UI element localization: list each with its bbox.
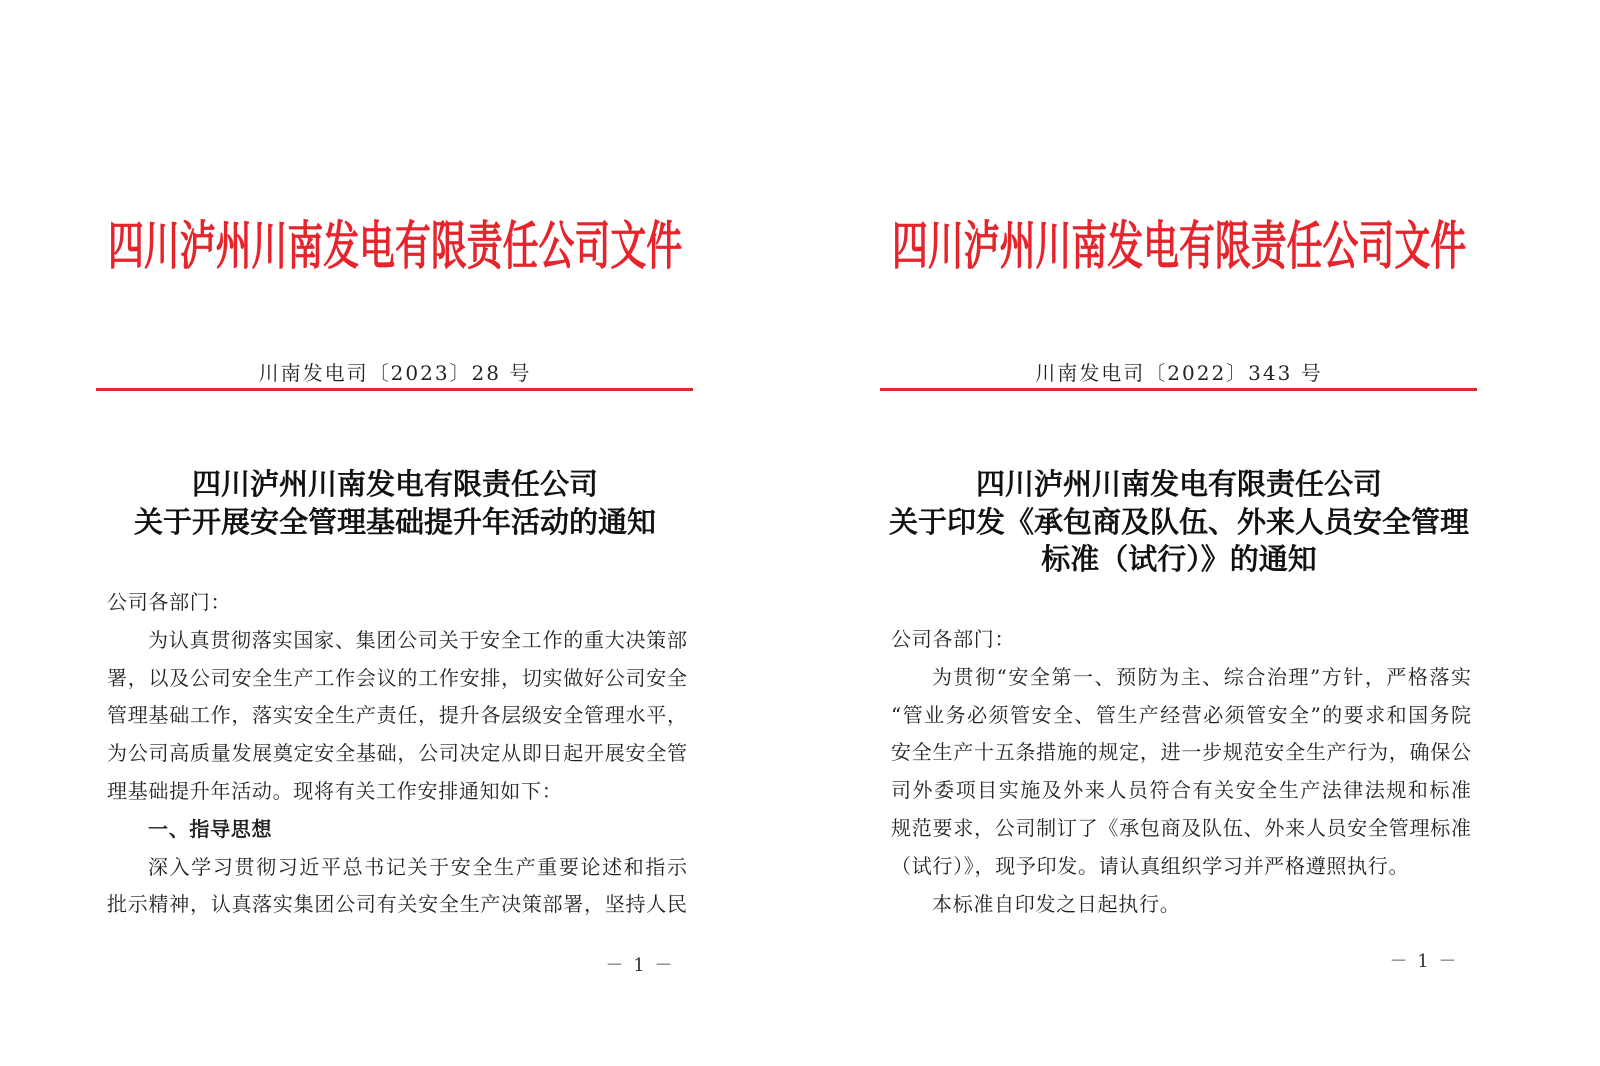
red-divider-line (880, 388, 1477, 391)
body-line: 管理基础工作，落实安全生产责任，提升各层级安全管理水平， (107, 703, 687, 728)
salutation: 公司各部门： (891, 627, 1016, 651)
notice-body (107, 584, 687, 924)
document-number: 川南发电司〔2023〕28 号 (258, 361, 532, 385)
body-line: 司外委项目实施及外来人员符合有关安全生产法律法规和标准 (891, 778, 1471, 803)
document-right (784, 0, 1584, 1066)
body-line: “管业务必须管安全、管生产经营必须管安全”的要求和国务院 (891, 702, 1471, 727)
notice-title-line: 四川泸州川南发电有限责任公司 (975, 467, 1382, 501)
body-line: 为贯彻“安全第一、预防为主、综合治理”方针，严格落实 (932, 664, 1471, 689)
notice-title-line: 四川泸州川南发电有限责任公司 (191, 467, 598, 501)
letterhead-title-text: 四川泸州川南发电有限责任公司文件 (892, 217, 1467, 277)
letterhead-title-text: 四川泸州川南发电有限责任公司文件 (108, 217, 683, 277)
page-number: － 1 － (605, 955, 675, 976)
notice-title-line: 关于印发《承包商及队伍、外来人员安全管理 (888, 504, 1469, 539)
body-line: 批示精神，认真落实集团公司有关安全生产决策部署，坚持人民 (107, 892, 687, 917)
document-number: 川南发电司〔2022〕343 号 (1035, 361, 1323, 385)
notice-title (879, 466, 1479, 579)
body-line: 为公司高质量发展奠定安全基础，公司决定从即日起开展安全管 (107, 741, 687, 766)
section-heading: 一、指导思想 (148, 816, 273, 841)
body-line: 为认真贯彻落实国家、集团公司关于安全工作的重大决策部 (148, 627, 687, 652)
page-number: － 1 － (1389, 951, 1459, 972)
closing-line: 本标准自印发之日起执行。 (932, 891, 1181, 916)
body-line: 理基础提升年活动。现将有关工作安排通知如下： (107, 778, 563, 803)
notice-title-line: 标准（试行）》的通知 (1041, 542, 1317, 576)
notice-title (95, 466, 695, 541)
salutation: 公司各部门： (107, 590, 232, 614)
body-line: （试行）》，现予印发。请认真组织学习并严格遵照执行。 (891, 853, 1410, 878)
body-line: 安全生产十五条措施的规定，进一步规范安全生产行为，确保公 (891, 740, 1471, 765)
body-line: 规范要求，公司制订了《承包商及队伍、外来人员安全管理标准 (891, 815, 1471, 840)
notice-body (891, 621, 1471, 923)
body-line: 深入学习贯彻习近平总书记关于安全生产重要论述和指示 (148, 854, 687, 879)
body-line: 署，以及公司安全生产工作会议的工作安排，切实做好公司安全 (107, 665, 687, 690)
notice-title-line: 关于开展安全管理基础提升年活动的通知 (133, 504, 656, 539)
letterhead-title (892, 212, 1482, 282)
red-divider-line (96, 388, 693, 391)
letterhead-title (108, 212, 698, 282)
